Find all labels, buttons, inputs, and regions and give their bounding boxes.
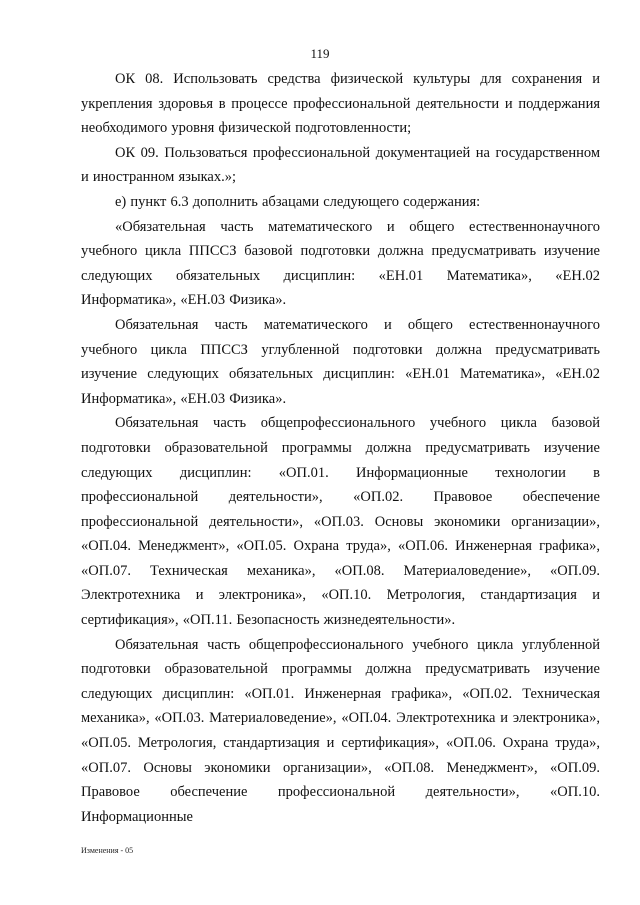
paragraph-item-e: е) пункт 6.3 дополнить абзацами следующего содержания: bbox=[115, 193, 481, 210]
paragraph-en-advanced: Обязательная часть математического и общего естественнонаучного учебного цикла ППССЗ углубленной подготовки должна предусматривать изучение следующих обязательных дисциплин: «ЕН.01 Математика», «ЕН.02 Информатика», «ЕН.03 Физика». bbox=[81, 316, 600, 407]
paragraph-ok09: ОК 09. Пользоваться профессиональной документацией на государственном и иностранном языках.»; bbox=[81, 144, 600, 186]
paragraph-en-basic: «Обязательная часть математического и общего естественнонаучного учебного цикла ППССЗ базовой подготовки должна предусматривать изучение следующих обязательных дисциплин: «ЕН.01 Математика», «ЕН.02 Информатика», «ЕН.03 Физика». bbox=[81, 218, 600, 309]
paragraph-ok08: ОК 08. Использовать средства физической культуры для сохранения и укрепления здоровья в процессе профессиональной деятельности и поддержания необходимого уровня физической подготовленности; bbox=[81, 71, 600, 137]
footer-revision: Изменения - 05 bbox=[81, 846, 134, 855]
page-number: 119 bbox=[310, 46, 330, 61]
paragraph-op-advanced: Обязательная часть общепрофессионального учебного цикла углубленной подготовки образовательной программы должна предусматривать изучение следующих дисциплин: «ОП.01. Инженерная графика», «ОП.02. Техническая механика», «ОП.03. Материаловедение», «ОП.04. Электротехника и электроника», «ОП.05. Метрология, стандартизация и сертификация», «ОП.06. Охрана труда», «ОП.07. Основы экономики организации», «ОП.08. Менеджмент», «ОП.09. Правовое обеспечение профессиональной деятельности», «ОП.10. Информационные bbox=[81, 636, 600, 825]
document-body bbox=[81, 67, 600, 829]
paragraph-op-basic: Обязательная часть общепрофессионального учебного цикла базовой подготовки образовательной программы должна предусматривать изучение следующих дисциплин: «ОП.01. Информационные технологии в профессиональной деятельности», «ОП.02. Правовое обеспечение профессиональной деятельности», «ОП.03. Основы экономики организации», «ОП.04. Менеджмент», «ОП.05. Охрана труда», «ОП.06. Инженерная графика», «ОП.07. Техническая механика», «ОП.08. Материаловедение», «ОП.09. Электротехника и электроника», «ОП.10. Метрология, стандартизация и сертификация», «ОП.11. Безопасность жизнедеятельности». bbox=[81, 415, 600, 629]
